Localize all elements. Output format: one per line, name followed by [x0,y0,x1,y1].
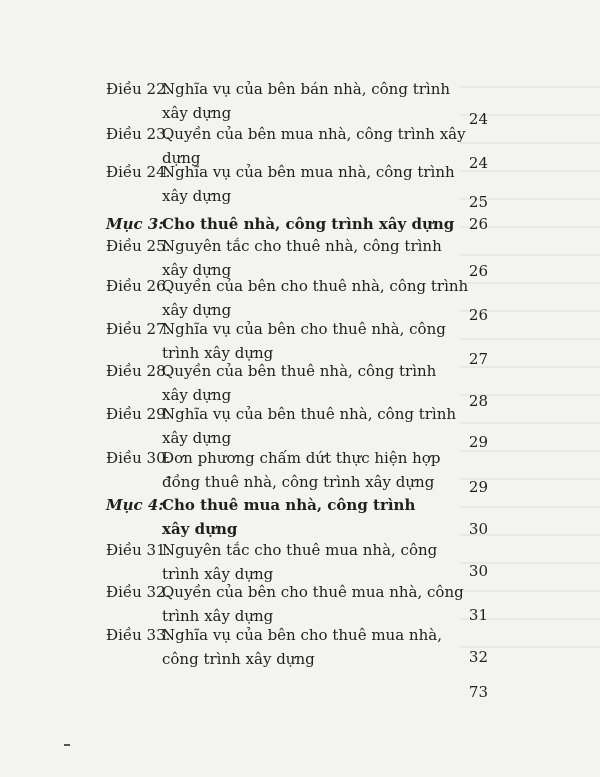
entry-title-line: Quyền của bên cho thuê mua nhà, công [162,583,464,601]
entry-page-number: 26 [468,306,488,324]
entry-label: Điều 30. [106,449,171,467]
entry-title-line: Quyền của bên cho thuê nhà, công trình [162,277,469,295]
entry-title-line: xây dựng [162,429,232,447]
entry-title-line: xây dựng [162,261,232,279]
entry-page-number: 30 [468,520,488,538]
entry-page-number: 24 [468,110,488,128]
entry-title-line: Nguyên tắc cho thuê mua nhà, công [162,541,438,559]
entry-label: Điều 23. [106,125,171,143]
entry-page-number: 32 [468,648,488,666]
entry-label: Điều 25. [106,237,171,255]
entry-label: Mục 3: [106,215,164,233]
entry-title-line: Quyền của bên thuê nhà, công trình [162,362,437,380]
entry-label: Điều 32. [106,583,171,601]
entry-title-line: xây dựng [162,187,232,205]
page-number: 73 [468,683,488,701]
entry-label: Điều 29. [106,405,171,423]
entry-label: Mục 4: [106,496,164,514]
scan-mark [64,744,70,746]
entry-title-line: trình xây dựng [162,565,274,583]
entry-page-number: 26 [468,262,488,280]
entry-title-line: Cho thuê nhà, công trình xây dựng [162,215,455,233]
entry-label: Điều 33. [106,626,171,644]
entry-title-line: Nghĩa vụ của bên cho thuê nhà, công [162,320,446,338]
entry-page-number: 29 [468,478,488,496]
entry-page-number: 30 [468,562,488,580]
entry-title-line: đồng thuê nhà, công trình xây dựng [162,473,435,491]
entry-page-number: 29 [468,433,488,451]
entry-title-line: xây dựng [162,301,232,319]
entry-title-line: xây dựng [162,104,232,122]
entry-label: Điều 22. [106,80,171,98]
entry-title-line: xây dựng [162,520,238,538]
entry-title-line: Đơn phương chấm dứt thực hiện hợp [162,449,441,467]
entry-label: Điều 24. [106,163,171,181]
entry-title-line: trình xây dựng [162,607,274,625]
entry-page-number: 26 [468,215,488,233]
entry-label: Điều 31. [106,541,171,559]
entry-title-line: xây dựng [162,386,232,404]
entry-title-line: trình xây dựng [162,344,274,362]
entry-title-line: Nguyên tắc cho thuê nhà, công trình [162,237,442,255]
entry-title-line: Nghĩa vụ của bên cho thuê mua nhà, [162,626,442,644]
entry-label: Điều 26. [106,277,171,295]
entry-label: Điều 28. [106,362,171,380]
entry-title-line: Nghĩa vụ của bên thuê nhà, công trình [162,405,457,423]
entry-page-number: 28 [468,392,488,410]
entry-page-number: 24 [468,154,488,172]
entry-page-number: 27 [468,350,488,368]
entry-title-line: Cho thuê mua nhà, công trình [162,496,416,514]
entry-title-line: Quyền của bên mua nhà, công trình xây [162,125,466,143]
entry-title-line: dựng [162,149,201,167]
entry-title-line: công trình xây dựng [162,650,315,668]
entry-page-number: 25 [468,193,488,211]
entry-label: Điều 27. [106,320,171,338]
entry-page-number: 31 [468,606,488,624]
entry-title-line: Nghĩa vụ của bên mua nhà, công trình [162,163,455,181]
entry-title-line: Nghĩa vụ của bên bán nhà, công trình [162,80,451,98]
